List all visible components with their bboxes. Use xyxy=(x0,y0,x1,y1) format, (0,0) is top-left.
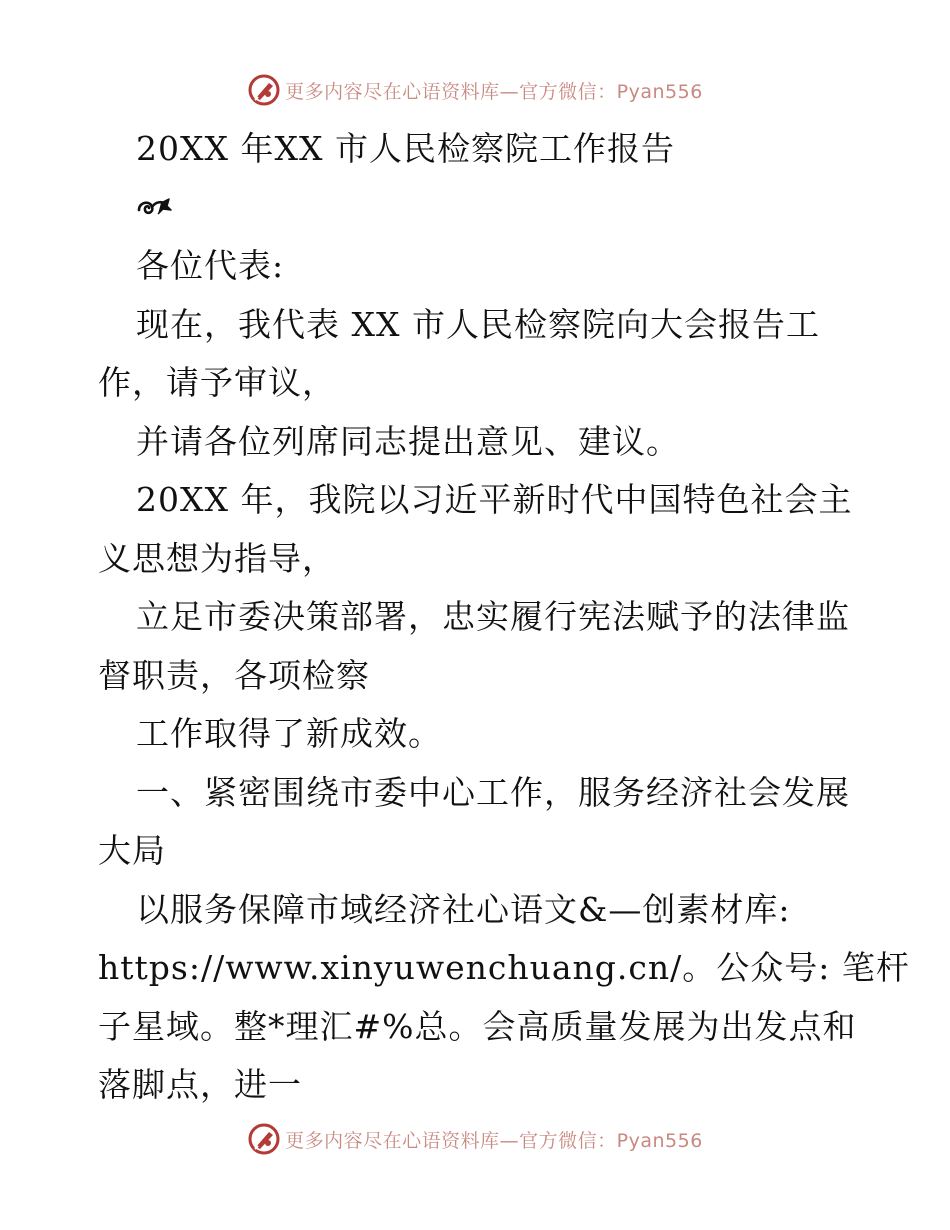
ornament-row xyxy=(98,179,858,238)
doc-line: 义思想为指导， xyxy=(98,538,336,578)
doc-line: 工作取得了新成效。 xyxy=(136,714,442,753)
footer-banner xyxy=(0,1119,950,1159)
doc-line: 现在，我代表 XX 市人民检察院向大会报告工 xyxy=(136,304,820,344)
header-banner-text: 更多内容尽在心语资料库—官方微信：Pyan556 xyxy=(285,80,703,103)
document-title: 20XX 年XX 市人民检察院工作报告 xyxy=(136,129,675,168)
fleuron-icon xyxy=(136,196,172,220)
doc-line: 督职责，各项检察 xyxy=(98,655,370,695)
doc-line: 以服务保障市域经济社心语文&—创素材库: xyxy=(136,889,791,929)
header-banner xyxy=(0,70,950,110)
doc-line: 子星域。整*理汇#%总。会高质量发展为出发点和 xyxy=(98,1006,857,1046)
doc-line: 立足市委决策部署，忠实履行宪法赋予的法律监 xyxy=(136,597,850,636)
document-body xyxy=(98,120,910,1115)
doc-line: 20XX 年，我院以习近平新时代中国特色社会主 xyxy=(136,480,853,519)
doc-line-url: https://www.xinyuwenchuang.cn/。公众号: 笔杆 xyxy=(98,948,910,987)
doc-line: 落脚点，进一 xyxy=(98,1065,302,1104)
doc-line: 大局 xyxy=(98,831,166,870)
doc-line: 并请各位列席同志提出意见、建议。 xyxy=(136,421,680,461)
section-heading: 一、紧密围绕市委中心工作，服务经济社会发展 xyxy=(136,772,850,812)
quill-seal-icon xyxy=(247,73,281,107)
doc-line: 作，请予审议， xyxy=(98,363,336,402)
quill-seal-icon xyxy=(247,1122,281,1156)
footer-banner-text: 更多内容尽在心语资料库—官方微信：Pyan556 xyxy=(285,1129,703,1152)
doc-line: 各位代表: xyxy=(136,246,285,285)
